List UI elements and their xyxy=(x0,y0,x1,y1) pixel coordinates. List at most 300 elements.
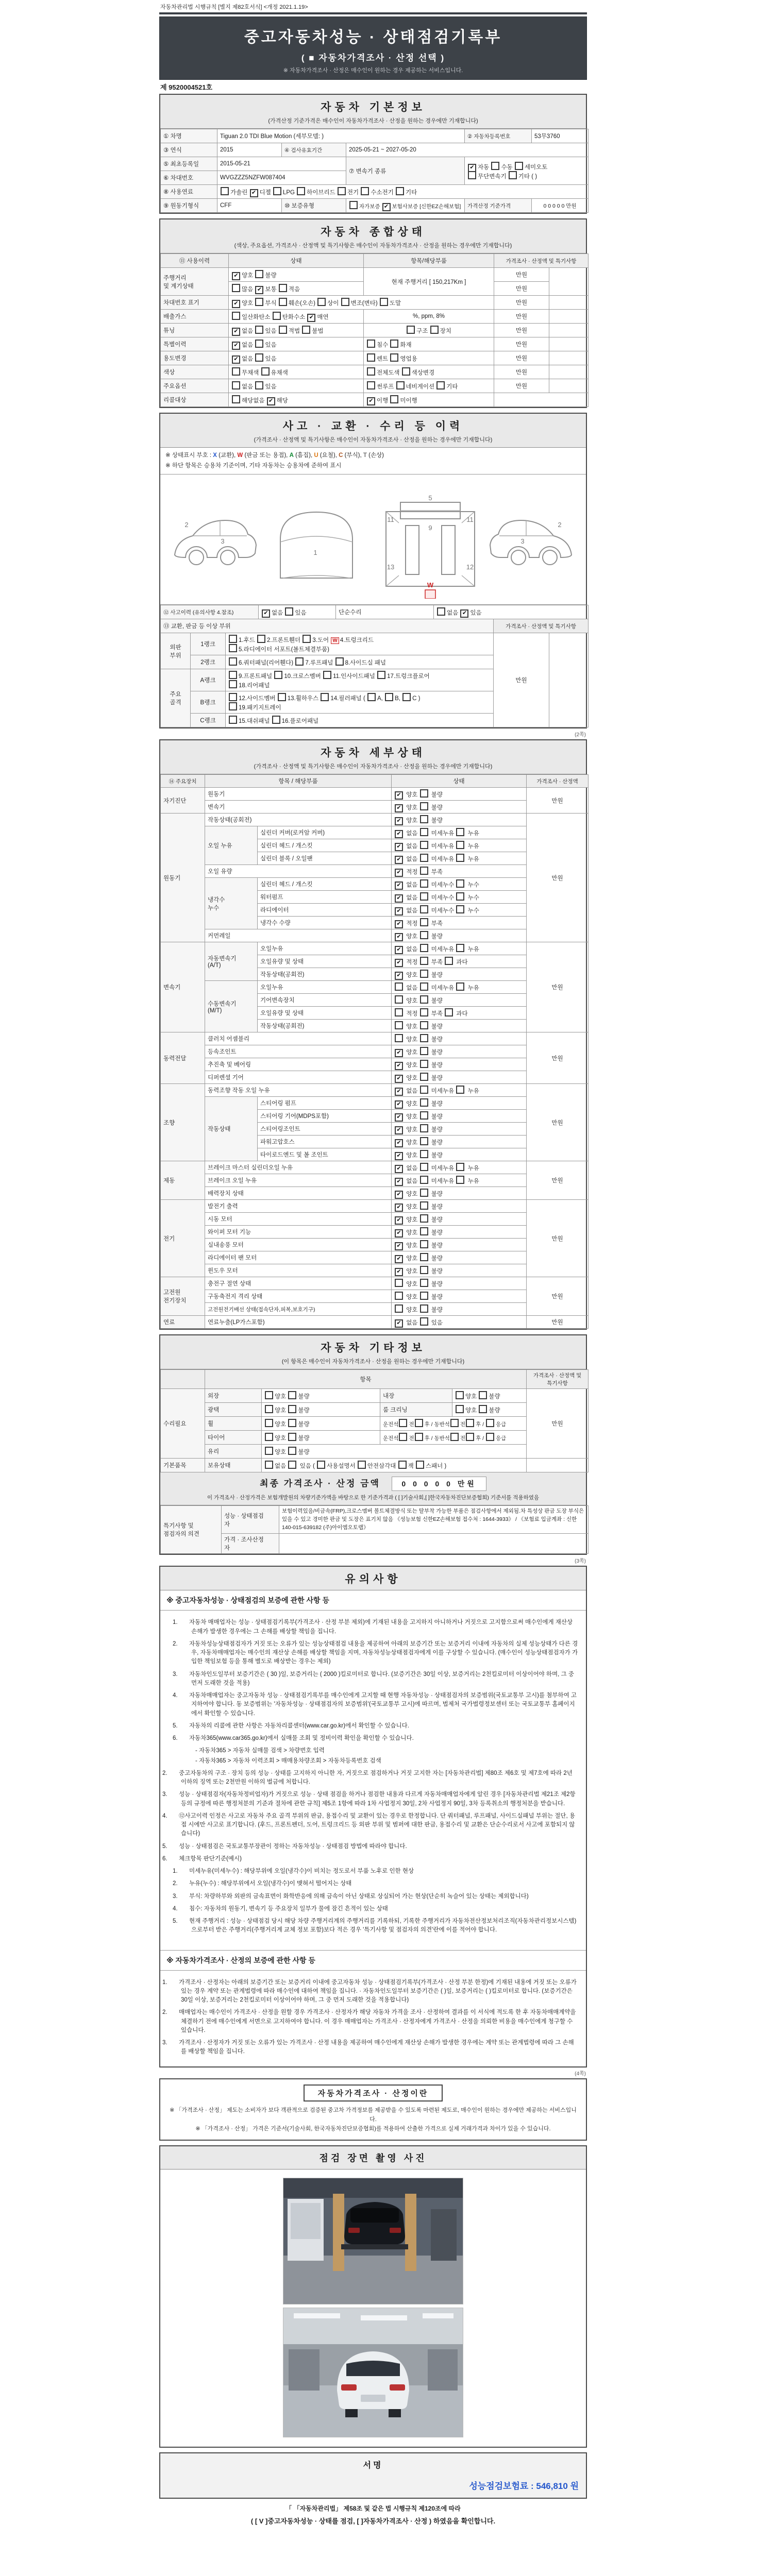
table-label-cell: B랭크 xyxy=(191,691,226,714)
checkbox[interactable] xyxy=(450,1433,459,1441)
checkbox[interactable] xyxy=(395,995,403,1004)
checkbox[interactable] xyxy=(279,298,287,306)
checkbox[interactable] xyxy=(399,1419,407,1427)
checkbox[interactable] xyxy=(420,944,428,952)
checkbox[interactable] xyxy=(390,395,398,403)
checkbox[interactable] xyxy=(229,657,237,666)
checkbox[interactable] xyxy=(261,367,270,376)
checkbox[interactable] xyxy=(395,1008,403,1016)
table-label-cell: 주요 골격 xyxy=(161,669,191,727)
table-value-cell: 타이로드엔드 및 볼 조인트 xyxy=(258,1148,392,1161)
checkbox[interactable]: ✔ xyxy=(232,272,240,280)
checkbox[interactable] xyxy=(396,187,404,195)
checkbox[interactable]: ✔ xyxy=(395,933,403,941)
checkbox[interactable] xyxy=(456,905,464,913)
checkbox[interactable] xyxy=(367,381,375,389)
notice-item: 5.성능 · 상태점검은 국토교통부장관이 정하는 자동차성능 · 상태점검 방법에 따라야 합니다. xyxy=(162,1843,407,1850)
table-value-cell: 실린더 헤드 / 개스킷 xyxy=(258,878,392,891)
footer-line2: ( [ V ]중고자동차성능 · 상태를 점검, [ ]자동차가격조사 · 산정 ) 하였음을 확인합니다. xyxy=(250,2517,496,2526)
checkbox[interactable] xyxy=(395,1034,403,1042)
table-value-cell: 추진축 및 베어링 xyxy=(205,1058,392,1071)
legend-code-X: X (교환), xyxy=(213,452,238,459)
checkbox[interactable]: ✔ xyxy=(395,1113,403,1122)
table-value-cell: 1.후드 2.프론트휀더 3.도어 W 4.트렁크리드 5.라디에이터 서포트(볼트체결부품) xyxy=(226,633,494,655)
checkbox[interactable] xyxy=(415,1419,423,1427)
table-value-cell: 썬루프 네비게이션 기타 xyxy=(364,379,494,393)
checkbox[interactable] xyxy=(265,1391,273,1399)
checkbox[interactable] xyxy=(420,957,428,965)
overall-state-table xyxy=(160,253,589,407)
checkbox[interactable] xyxy=(317,1461,325,1469)
checkbox[interactable]: ✔ xyxy=(395,972,403,980)
checkbox[interactable] xyxy=(420,1060,428,1068)
table-value-cell: 와이퍼 모터 기능 xyxy=(205,1226,392,1239)
table-value-cell: 만원 xyxy=(494,324,549,337)
table-value-cell: 양호 불량 xyxy=(392,1032,527,1045)
table-value-cell: ✔ 없음 미세누유 누유 xyxy=(392,1161,527,1174)
checkbox[interactable] xyxy=(420,867,428,875)
checkbox[interactable] xyxy=(456,854,464,862)
table-label-cell: 상태 xyxy=(392,775,527,788)
checkbox[interactable] xyxy=(466,1433,474,1441)
checkbox[interactable] xyxy=(255,298,263,306)
legend-code-T: T (손상) xyxy=(363,452,384,459)
checkbox[interactable] xyxy=(278,693,286,701)
diagram-part-number: 3 xyxy=(221,537,225,546)
checkbox[interactable] xyxy=(420,1047,428,1055)
table-label-cell: ⑩ 보증유형 xyxy=(282,199,346,213)
table-value-cell: 오일누유 xyxy=(258,942,392,955)
checkbox[interactable]: ✔ xyxy=(382,203,391,211)
checkbox[interactable]: ✔ xyxy=(395,920,403,928)
checkbox[interactable] xyxy=(288,1405,296,1413)
table-label-cell: 조향 xyxy=(161,1084,205,1161)
checkbox[interactable] xyxy=(361,187,369,195)
checkbox[interactable] xyxy=(399,1433,407,1441)
checkbox[interactable] xyxy=(420,1214,428,1223)
table-value-cell: 커먼레일 xyxy=(205,929,392,942)
checkbox[interactable] xyxy=(486,1433,494,1441)
checkbox[interactable] xyxy=(395,1021,403,1029)
table-value-cell: 스티어링 기어(MDPS포함) xyxy=(258,1110,392,1123)
checkbox[interactable] xyxy=(420,1137,428,1145)
checkbox[interactable]: ✔ xyxy=(395,894,403,903)
notice-item: 2.매매업자는 매수인이 가격조사 · 산정을 원할 경우 가격조사 · 산정자가 해당 자동차 가격을 조사 · 산정하여 결과를 이 서식에 적도록 한 후 자동차매매계약을 체결하기 전에 매수인에게 서면으로 고지하여야 합니다. 이 경우 매매업자는 가격조사 · 산정자에게 가격조사 · 산정을 의뢰한 비용을 매수인에게 청구할 수 있습니다. xyxy=(162,2009,576,2033)
checkbox[interactable] xyxy=(317,298,326,306)
checkbox[interactable]: ✔ xyxy=(395,804,403,812)
table-label-cell: 가격 · 조사산정 자 xyxy=(222,1534,279,1554)
table-value-cell: 양호 불량 xyxy=(392,1303,527,1316)
checkbox[interactable] xyxy=(416,1461,424,1469)
checkbox[interactable]: ✔ xyxy=(395,1165,403,1173)
notice-item: 2.누유(누수) : 해당부위에서 오일(냉각수)이 맺혀서 떨어지는 상태 xyxy=(173,1880,352,1887)
checkbox[interactable] xyxy=(456,982,464,991)
checkbox[interactable] xyxy=(430,326,439,334)
checkbox[interactable]: ✔ xyxy=(395,1088,403,1096)
checkbox[interactable]: ✔ xyxy=(232,300,240,308)
checkbox[interactable] xyxy=(420,1034,428,1042)
checkbox[interactable] xyxy=(272,716,280,724)
checkbox[interactable] xyxy=(395,1304,403,1313)
table-label-cell: 자동변속기 (A/T) xyxy=(205,942,258,981)
checkbox[interactable] xyxy=(420,1317,428,1326)
checkbox[interactable] xyxy=(323,671,331,679)
checkbox[interactable]: ✔ xyxy=(250,189,258,197)
checkbox[interactable] xyxy=(420,1279,428,1287)
table-value-cell: 만원 xyxy=(494,337,549,351)
table-value-cell: 양호 불량 xyxy=(262,1431,380,1445)
checkbox[interactable] xyxy=(358,1461,366,1469)
table-value-cell: 실린더 블록 / 오일팬 xyxy=(258,852,392,865)
checkbox[interactable] xyxy=(456,1405,464,1413)
checkbox[interactable] xyxy=(295,657,304,666)
checkbox[interactable] xyxy=(420,828,428,836)
checkbox[interactable] xyxy=(420,1086,428,1094)
etc-info-table xyxy=(160,1369,589,1472)
checkbox[interactable] xyxy=(265,1433,273,1441)
checkbox[interactable] xyxy=(367,340,375,348)
checkbox[interactable] xyxy=(456,879,464,888)
checkbox[interactable] xyxy=(338,187,346,195)
checkbox[interactable] xyxy=(396,381,405,389)
table-value-cell: ✔ 양호 불량 xyxy=(392,1251,527,1264)
table-value-cell: 현재 주행거리 [ 150,217Km ] xyxy=(364,268,494,296)
checkbox[interactable] xyxy=(390,353,398,362)
table-label-cell: 리콜대상 xyxy=(161,393,229,407)
checkbox[interactable]: ✔ xyxy=(460,609,468,618)
checkbox[interactable] xyxy=(229,680,237,688)
top-rule xyxy=(159,12,587,14)
legend-code-U: U (요철), xyxy=(314,452,339,459)
table-value-cell: 15.대쉬패널 16.플로어패널 xyxy=(226,714,494,727)
checkbox[interactable] xyxy=(255,270,263,278)
table-value-cell: 클러치 어셈블리 xyxy=(205,1032,392,1045)
checkbox[interactable] xyxy=(229,644,237,652)
checkbox[interactable]: ✔ xyxy=(395,1216,403,1225)
checkbox[interactable] xyxy=(232,312,240,320)
checkbox[interactable] xyxy=(468,171,476,179)
checkbox[interactable] xyxy=(456,944,464,952)
checkbox[interactable] xyxy=(229,702,237,710)
checkbox[interactable] xyxy=(341,298,349,306)
checkbox[interactable] xyxy=(321,693,329,701)
checkbox[interactable] xyxy=(395,1279,403,1287)
checkbox[interactable]: ✔ xyxy=(395,1255,403,1263)
table-value-cell: 고전원전기배선 상태(접속단자,피복,보호기구) xyxy=(205,1303,392,1316)
checkbox[interactable] xyxy=(420,1021,428,1029)
car-diagrams xyxy=(160,474,586,605)
checkbox[interactable] xyxy=(265,1447,273,1455)
table-value-cell: ✔ 양호 부식 훼손(오손) 상이 변조(변타) 도말 xyxy=(229,296,494,310)
checkbox[interactable] xyxy=(229,635,237,643)
checkbox[interactable] xyxy=(486,1419,494,1427)
table-value-cell: ✔ 양호 불량 xyxy=(392,1123,527,1136)
checkbox[interactable] xyxy=(273,312,281,320)
checkbox[interactable] xyxy=(302,326,310,334)
checkbox[interactable]: ✔ xyxy=(395,1062,403,1070)
checkbox[interactable] xyxy=(229,693,237,701)
checkbox[interactable] xyxy=(279,284,287,292)
notices-sec1-body xyxy=(160,1611,586,1944)
checkbox[interactable] xyxy=(456,828,464,836)
checkbox[interactable]: ✔ xyxy=(255,286,263,294)
checkbox[interactable] xyxy=(420,1163,428,1171)
checkbox[interactable]: ✔ xyxy=(395,791,403,800)
footer-line1: 「 「자동차관리법」 제58조 및 같은 법 시행규칙 제120조에 따라 xyxy=(285,2505,461,2513)
legend-code-C: C (부식), xyxy=(339,452,363,459)
checkbox[interactable] xyxy=(380,298,388,306)
checkbox[interactable]: ✔ xyxy=(395,1139,403,1147)
checkbox[interactable] xyxy=(255,353,263,362)
checkbox[interactable] xyxy=(420,1253,428,1261)
table-label-cell: 특기사항 및 점검자의 의견 xyxy=(161,1506,222,1554)
checkbox[interactable] xyxy=(420,1176,428,1184)
checkbox[interactable] xyxy=(436,381,445,389)
checkbox[interactable] xyxy=(232,367,240,376)
checkbox[interactable] xyxy=(479,1391,487,1399)
state-code-legend xyxy=(160,448,586,474)
checkbox[interactable] xyxy=(420,802,428,810)
final-price-note: 이 가격조사 · 산정가격은 보험개발원의 차량기준가액을 바탕으로 한 기준가격과 ( [ ]기술사회,[ ]한국자동차진단보증협회) 기준서를 적용하였음 xyxy=(207,1495,540,1501)
checkbox[interactable] xyxy=(420,1098,428,1107)
checkbox[interactable] xyxy=(367,693,376,701)
checkbox[interactable] xyxy=(349,201,358,209)
checkbox[interactable]: ✔ xyxy=(395,1075,403,1083)
checkbox[interactable]: ✔ xyxy=(395,907,403,916)
checkbox[interactable]: ✔ xyxy=(395,946,403,954)
checkbox[interactable]: ✔ xyxy=(395,1152,403,1160)
checkbox[interactable]: ✔ xyxy=(395,1191,403,1199)
checkbox[interactable] xyxy=(402,367,410,376)
checkbox[interactable] xyxy=(395,982,403,991)
checkbox[interactable]: ✔ xyxy=(395,1049,403,1057)
table-label-cell: 룸 크리닝 xyxy=(380,1403,452,1417)
table-value-cell: ✔ 없음 있음 xyxy=(229,337,364,351)
section-basic-info xyxy=(159,94,587,214)
checkbox[interactable] xyxy=(420,905,428,913)
checkbox[interactable] xyxy=(456,1163,464,1171)
checkbox[interactable] xyxy=(515,162,523,170)
table-label-cell: 성능 · 상태점검 자 xyxy=(222,1506,279,1534)
checkbox[interactable] xyxy=(288,1447,296,1455)
table-value-cell: 양호 불량 xyxy=(262,1389,380,1403)
checkbox[interactable]: ✔ xyxy=(232,342,240,350)
checkbox[interactable] xyxy=(265,1419,273,1427)
section-overall-state xyxy=(159,218,587,408)
section-etc-band xyxy=(160,1335,586,1369)
table-label-cell: 광택 xyxy=(205,1403,262,1417)
repair-mark-location xyxy=(425,590,435,599)
table-value-cell: 냉각수 수량 xyxy=(258,917,392,929)
checkbox[interactable] xyxy=(288,1391,296,1399)
checkbox[interactable] xyxy=(420,1111,428,1120)
checkbox[interactable] xyxy=(420,1227,428,1235)
checkbox[interactable] xyxy=(420,1292,428,1300)
table-label-cell: 용도변경 xyxy=(161,351,229,365)
checkbox[interactable] xyxy=(420,931,428,939)
checkbox[interactable] xyxy=(273,187,281,195)
section-detail-band xyxy=(160,740,586,774)
checkbox[interactable] xyxy=(367,353,375,362)
checkbox[interactable] xyxy=(420,789,428,798)
checkbox[interactable] xyxy=(420,1124,428,1132)
checkbox[interactable] xyxy=(255,381,263,389)
checkbox[interactable] xyxy=(229,716,237,724)
table-value-cell xyxy=(549,324,589,337)
checkbox[interactable]: ✔ xyxy=(395,1204,403,1212)
checkbox[interactable]: ✔ xyxy=(395,830,403,838)
table-label-cell: 유리 xyxy=(205,1445,262,1459)
table-value-cell: 적정 부족 과다 xyxy=(392,1007,527,1020)
table-value-cell: 구조 장치 xyxy=(364,324,494,337)
checkbox[interactable] xyxy=(456,1086,464,1094)
checkbox[interactable] xyxy=(456,1176,464,1184)
checkbox[interactable] xyxy=(232,284,240,292)
notice-item: 2.중고자동차의 구조 · 장치 등의 성능 · 상태를 고지하지 아니한 자, 거짓으로 점검하거나 거짓 고지한 자는 [자동차관리법] 제80조 제6호 및 제7호에 따라 2년 이하의 징역 또는 2천만원 이하의 벌금에 처합니다. xyxy=(162,1770,573,1786)
checkbox[interactable] xyxy=(420,995,428,1004)
checkbox[interactable] xyxy=(274,671,282,679)
checkbox[interactable]: ✔ xyxy=(307,314,315,322)
checkbox[interactable] xyxy=(407,326,415,334)
table-label-cell: ④ 검사유효기간 xyxy=(282,143,346,157)
checkbox[interactable] xyxy=(229,671,237,679)
checkbox[interactable] xyxy=(288,1419,296,1427)
checkbox[interactable] xyxy=(420,1150,428,1158)
checkbox[interactable] xyxy=(255,326,263,334)
table-value-cell: ✔ 양호 불량 xyxy=(392,968,527,981)
checkbox[interactable] xyxy=(420,1240,428,1248)
table-value-cell: 연료누출(LP가스포함) xyxy=(205,1316,392,1329)
table-value-cell: 실내송풍 모터 xyxy=(205,1239,392,1251)
checkbox[interactable]: ✔ xyxy=(395,1319,403,1328)
checkbox[interactable]: ✔ xyxy=(367,397,375,405)
checkbox[interactable] xyxy=(420,1073,428,1081)
checkbox[interactable]: ✔ xyxy=(395,1242,403,1250)
checkbox[interactable] xyxy=(420,1008,428,1016)
checkbox[interactable]: ✔ xyxy=(395,959,403,967)
checkbox[interactable]: ✔ xyxy=(395,817,403,825)
table-value-cell: 양호 불량 xyxy=(262,1445,527,1459)
checkbox[interactable] xyxy=(420,1266,428,1274)
checkbox[interactable] xyxy=(402,693,411,701)
checkbox[interactable] xyxy=(437,607,445,616)
checkbox[interactable] xyxy=(390,340,398,348)
checkbox[interactable] xyxy=(377,671,385,679)
checkbox[interactable] xyxy=(420,1201,428,1210)
checkbox[interactable] xyxy=(420,879,428,888)
checkbox[interactable] xyxy=(420,815,428,823)
checkbox[interactable] xyxy=(367,367,375,376)
checkbox[interactable]: ✔ xyxy=(395,1100,403,1109)
checkbox[interactable]: ✔ xyxy=(395,1178,403,1186)
table-value-cell: 작동상태(공회전) xyxy=(205,814,392,826)
table-value-cell: ✔ 없음 미세누유 누유 xyxy=(392,1084,527,1097)
checkbox[interactable] xyxy=(221,187,229,195)
checkbox[interactable]: ✔ xyxy=(267,397,275,405)
table-label-cell: 보유상태 xyxy=(205,1459,262,1472)
table-value-cell: 일산화탄소 탄화수소 ✔ 매연 xyxy=(229,310,364,324)
checkbox[interactable]: ✔ xyxy=(395,1268,403,1276)
checkbox[interactable] xyxy=(288,1433,296,1441)
diagram-part-number: 3 xyxy=(520,537,525,546)
checkbox[interactable] xyxy=(395,1292,403,1300)
checkbox[interactable]: ✔ xyxy=(395,869,403,877)
checkbox[interactable] xyxy=(420,970,428,978)
table-value-cell: ✔ 없음 있음 xyxy=(229,351,364,365)
checkbox[interactable]: ✔ xyxy=(232,355,240,364)
table-value-cell: ✔ 양호 불량 xyxy=(392,1200,527,1213)
checkbox[interactable] xyxy=(257,635,265,643)
checkbox[interactable]: ✔ xyxy=(395,1126,403,1134)
checkbox[interactable] xyxy=(335,657,344,666)
table-value-cell: 만원 xyxy=(527,1200,589,1277)
section-accident-subtitle: (가격조사 · 산정액 및 특기사항은 매수인이 자동차가격조사 · 산정을 원하는 경우에만 기재합니다) xyxy=(254,437,493,443)
table-value-cell xyxy=(549,296,589,310)
checkbox[interactable] xyxy=(255,340,263,348)
table-value-cell: ✔ 양호 불량 xyxy=(392,1148,527,1161)
checkbox[interactable] xyxy=(285,607,293,616)
table-value-cell: ✔ 없음 미세누수 누수 xyxy=(392,891,527,904)
checkbox[interactable] xyxy=(445,1008,453,1016)
checkbox[interactable] xyxy=(385,693,393,701)
form-law-line: 자동차관리법 시행규칙 [별지 제82호서식] <개정 2021.1.19> xyxy=(160,4,308,10)
checkbox[interactable]: ✔ xyxy=(395,1229,403,1238)
checkbox[interactable] xyxy=(420,854,428,862)
notices-band xyxy=(160,1567,586,1590)
checkbox[interactable] xyxy=(479,1405,487,1413)
checkbox[interactable] xyxy=(232,381,240,389)
checkbox[interactable]: ✔ xyxy=(262,609,270,618)
checkbox[interactable]: ✔ xyxy=(468,164,476,172)
table-value-cell: 없음 있음 xyxy=(229,379,364,393)
checkbox[interactable] xyxy=(456,892,464,901)
checkbox[interactable]: ✔ xyxy=(232,328,240,336)
checkbox[interactable]: ✔ xyxy=(395,856,403,864)
checkbox[interactable] xyxy=(265,1405,273,1413)
checkbox[interactable]: ✔ xyxy=(395,843,403,851)
checkbox[interactable] xyxy=(265,1461,273,1469)
checkbox[interactable] xyxy=(456,841,464,849)
checkbox[interactable] xyxy=(491,162,499,170)
checkbox[interactable] xyxy=(450,1419,459,1427)
checkbox[interactable] xyxy=(509,171,517,179)
diagram-part-number: 11 xyxy=(466,516,474,524)
notice-item: 1.자동차 매매업자는 성능 · 상태점검기록부(가격조사 · 산정 부분 제외)에 기재된 내용을 고지하지 아니하거나 거짓으로 고지함으로써 매수인에게 재산상 손해가 발생한 경우에는 그 손해를 배상할 책임을 집니다. xyxy=(173,1619,573,1635)
checkbox[interactable] xyxy=(398,1461,407,1469)
checkbox[interactable] xyxy=(420,892,428,901)
checkbox[interactable] xyxy=(288,1461,296,1469)
checkbox[interactable] xyxy=(445,957,453,965)
checkbox[interactable]: ✔ xyxy=(395,882,403,890)
checkbox[interactable] xyxy=(415,1433,423,1441)
checkbox[interactable] xyxy=(420,982,428,991)
checkbox[interactable] xyxy=(232,395,240,403)
notices-sec1-title: ※ 중고자동차성능 · 상태점검의 보증에 관한 사항 등 xyxy=(160,1590,586,1611)
checkbox[interactable] xyxy=(303,635,311,643)
checkbox[interactable] xyxy=(466,1419,474,1427)
checkbox[interactable] xyxy=(297,187,305,195)
notice-item: 3.성능 · 상태점검자(자동차정비업자)가 거짓으로 성능 · 상태 점검을 하거나 점검한 내용과 다르게 자동차매매업자에게 알린 경우 [자동차관리법 제21조 제2항 등의 규정에 따른 행정처분의 기준과 절차에 관한 규칙] 제5조 1항에 따라 1차 사업정지 30일, 2차 사업정지 90일, 3차 등록취소의 행정처분을 받습니다. xyxy=(162,1791,576,1807)
checkbox[interactable] xyxy=(420,1304,428,1313)
checkbox[interactable] xyxy=(420,1189,428,1197)
checkbox[interactable] xyxy=(420,841,428,849)
table-value-cell xyxy=(549,379,589,393)
table-value-cell: 배력장치 상태 xyxy=(205,1187,392,1200)
checkbox[interactable] xyxy=(456,1391,464,1399)
checkbox[interactable] xyxy=(279,326,287,334)
table-value-cell: 2015 xyxy=(217,143,282,157)
checkbox[interactable] xyxy=(420,918,428,926)
